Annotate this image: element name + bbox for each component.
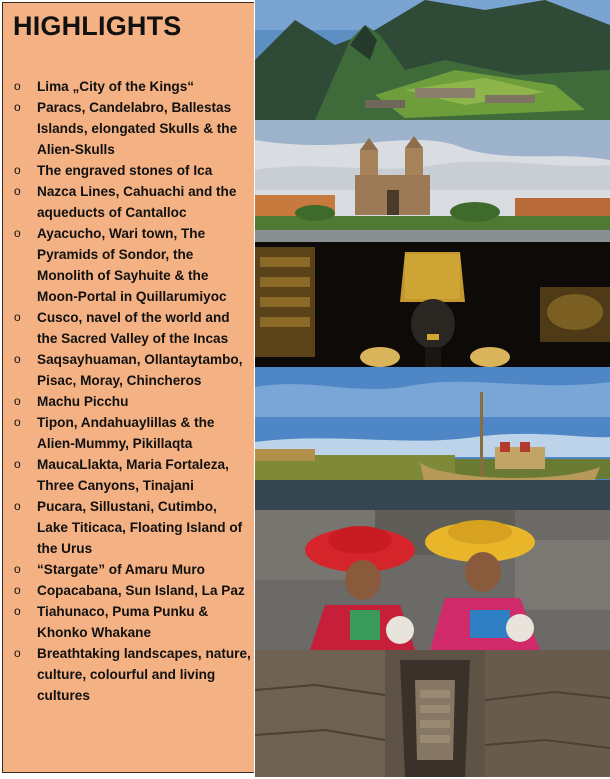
andean-women-photo	[255, 510, 610, 650]
highlights-list	[3, 76, 255, 706]
list-item-text: Pucara, Sillustani, Cutimbo, Lake Titicaca, Floating Island of the Urus	[37, 499, 243, 556]
list-item	[3, 580, 255, 601]
list-item	[3, 307, 255, 349]
list-item-text: MaucaLlakta, Maria Fortaleza, Three Canyons, Tinajani	[37, 457, 229, 493]
list-item	[3, 601, 255, 643]
lake-titicaca-photo	[255, 367, 610, 510]
list-item	[3, 76, 255, 97]
machu-picchu-photo	[255, 0, 610, 120]
bullet-icon: o	[14, 100, 21, 114]
list-item	[3, 223, 255, 307]
bullet-icon: o	[14, 79, 21, 93]
bullet-icon: o	[14, 604, 21, 618]
bullet-icon: o	[14, 226, 21, 240]
inca-stone-doorway-photo	[255, 650, 610, 777]
list-item	[3, 391, 255, 412]
list-item-text: Cusco, navel of the world and the Sacred Valley of the Incas	[37, 310, 230, 346]
list-item-text: Lima „City of the Kings“	[37, 79, 195, 94]
list-item-text: Ayacucho, Wari town, The Pyramids of Sondor, the Monolith of Sayhuite & the Moon-Portal in Quillarumiyoc	[37, 226, 227, 304]
list-item	[3, 496, 255, 559]
cusco-plaza-photo	[255, 120, 610, 242]
list-item-text: Copacabana, Sun Island, La Paz	[37, 583, 245, 598]
bullet-icon: o	[14, 163, 21, 177]
list-item-text: Breathtaking landscapes, nature, culture, colourful and living cultures	[37, 646, 251, 703]
page-title: HIGHLIGHTS	[13, 11, 182, 41]
list-item	[3, 559, 255, 580]
list-item-text: Tiahunaco, Puma Punku & Khonko Whakane	[37, 604, 209, 640]
list-item-text: “Stargate” of Amaru Muro	[37, 562, 205, 577]
list-item	[3, 181, 255, 223]
list-item	[3, 349, 255, 391]
list-item-text: Nazca Lines, Cahuachi and the aqueducts of Cantalloc	[37, 184, 237, 220]
photo-column	[255, 0, 610, 777]
bullet-icon: o	[14, 394, 21, 408]
list-item-text: Paracs, Candelabro, Ballestas Islands, elongated Skulls & the Alien-Skulls	[37, 100, 238, 157]
bullet-icon: o	[14, 457, 21, 471]
bullet-icon: o	[14, 583, 21, 597]
bullet-icon: o	[14, 310, 21, 324]
list-item	[3, 643, 255, 706]
list-item	[3, 412, 255, 454]
gold-artifact-photo	[255, 242, 610, 367]
bullet-icon: o	[14, 415, 21, 429]
list-item	[3, 454, 255, 496]
list-item	[3, 97, 255, 160]
list-item-text: Tipon, Andahuaylillas & the Alien-Mummy, Pikillaqta	[37, 415, 215, 451]
list-item-text: The engraved stones of Ica	[37, 163, 213, 178]
bullet-icon: o	[14, 646, 21, 660]
bullet-icon: o	[14, 562, 21, 576]
highlights-panel	[2, 2, 254, 773]
bullet-icon: o	[14, 184, 21, 198]
bullet-icon: o	[14, 352, 21, 366]
list-item	[3, 160, 255, 181]
bullet-icon: o	[14, 499, 21, 513]
list-item-text: Machu Picchu	[37, 394, 129, 409]
list-item-text: Saqsayhuaman, Ollantaytambo, Pisac, Moray, Chincheros	[37, 352, 243, 388]
